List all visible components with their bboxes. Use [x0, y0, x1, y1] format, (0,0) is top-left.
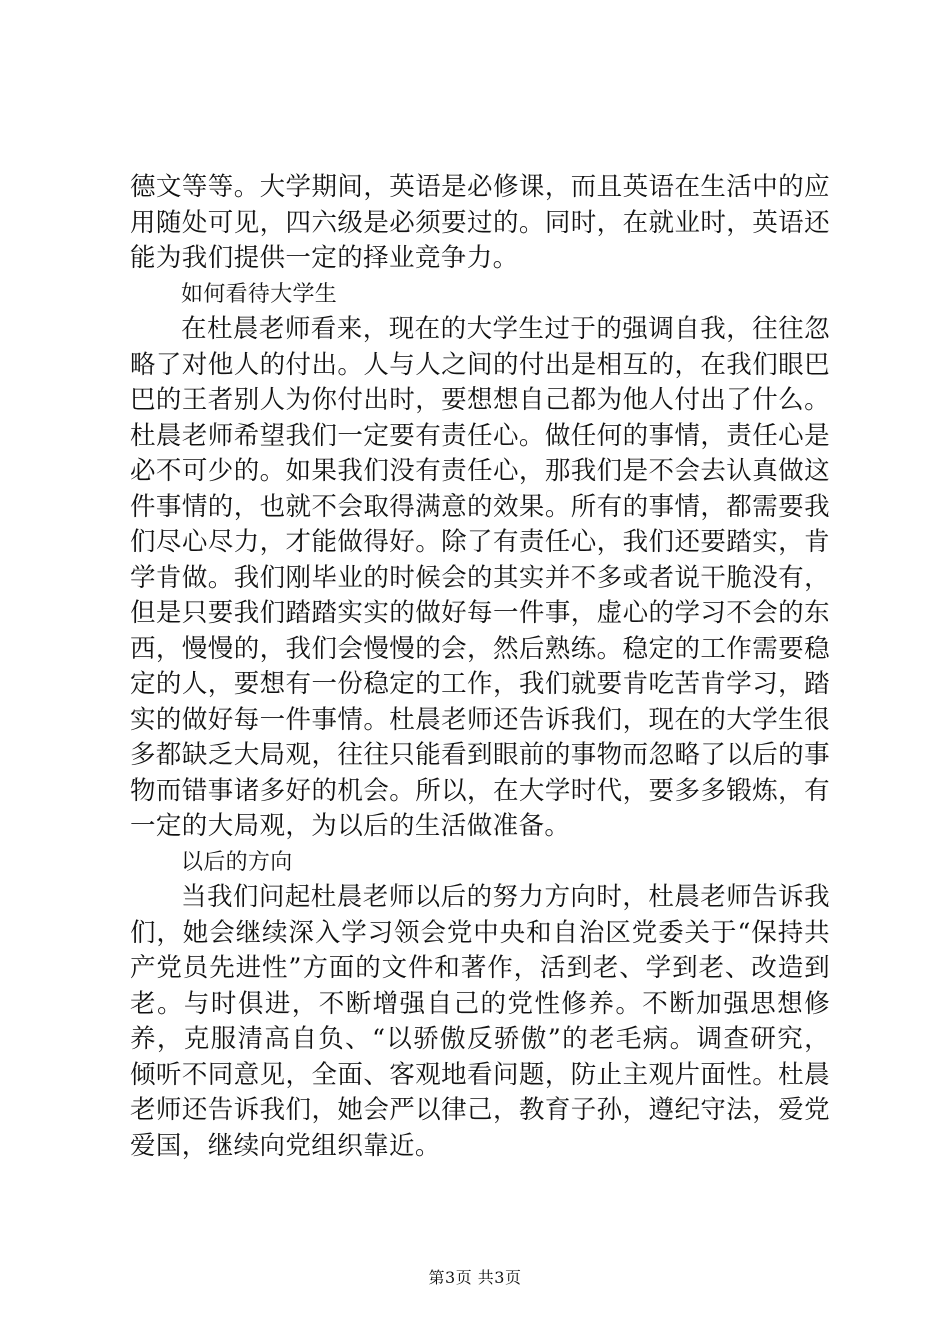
section-heading-future-direction: 以后的方向: [181, 849, 293, 875]
page-footer: 第3页 共3页: [428, 1268, 522, 1287]
paragraph-how-view-students: 在杜晨老师看来，现在的大学生过于的强调自我，往往忽略了对他人的付出。人与人之间的付出是相互的，在我们眼巴巴的王者别人为你付出时，要想想自己都为他人付出了什么。杜晨老师希望我们一定要有责任心。做任何的事情，责任心是必不可少的。如果我们没有责任心，那我们是不会去认真做这件事情的，也就不会取得满意的效果。所有的事情，都需要我们尽心尽力，才能做得好。除了有责任心，我们还要踏实，肯学肯做。我们刚毕业的时候会的其实并不多或者说干脆没有，但是只要我们踏踏实实的做好每一件事，虚心的学习不会的东西，慢慢的，我们会慢慢的会，然后熟练。稳定的工作需要稳定的人，要想有一份稳定的工作，我们就要肯吃苦肯学习，踏实的做好每一件事情。杜晨老师还告诉我们，现在的大学生很多都缺乏大局观，往往只能看到眼前的事物而忽略了以后的事物而错事诸多好的机会。所以，在大学时代，要多多锻炼，有一定的大局观，为以后的生活做准备。: [130, 314, 830, 841]
section-heading-how-view-students: 如何看待大学生: [181, 281, 338, 307]
paragraph-english-study: 德文等等。大学期间，英语是必修课，而且英语在生活中的应用随处可见，四六级是必须要过的。同时，在就业时，英语还能为我们提供一定的择业竞争力。: [130, 172, 830, 273]
document-body: [130, 170, 830, 1164]
paragraph-future-direction: 当我们问起杜晨老师以后的努力方向时，杜晨老师告诉我们，她会继续深入学习领会党中央和自治区党委关于“保持共产党员先进性”方面的文件和著作，活到老、学到老、改造到老。与时俱进，不断增强自己的党性修养。不断加强思想修养，克服清高自负、“以骄傲反骄傲”的老毛病。调查研究，倾听不同意见，全面、客观地看问题，防止主观片面性。杜晨老师还告诉我们，她会严以律己，教育子孙，遵纪守法，爱党爱国，继续向党组织靠近。: [130, 882, 830, 1161]
